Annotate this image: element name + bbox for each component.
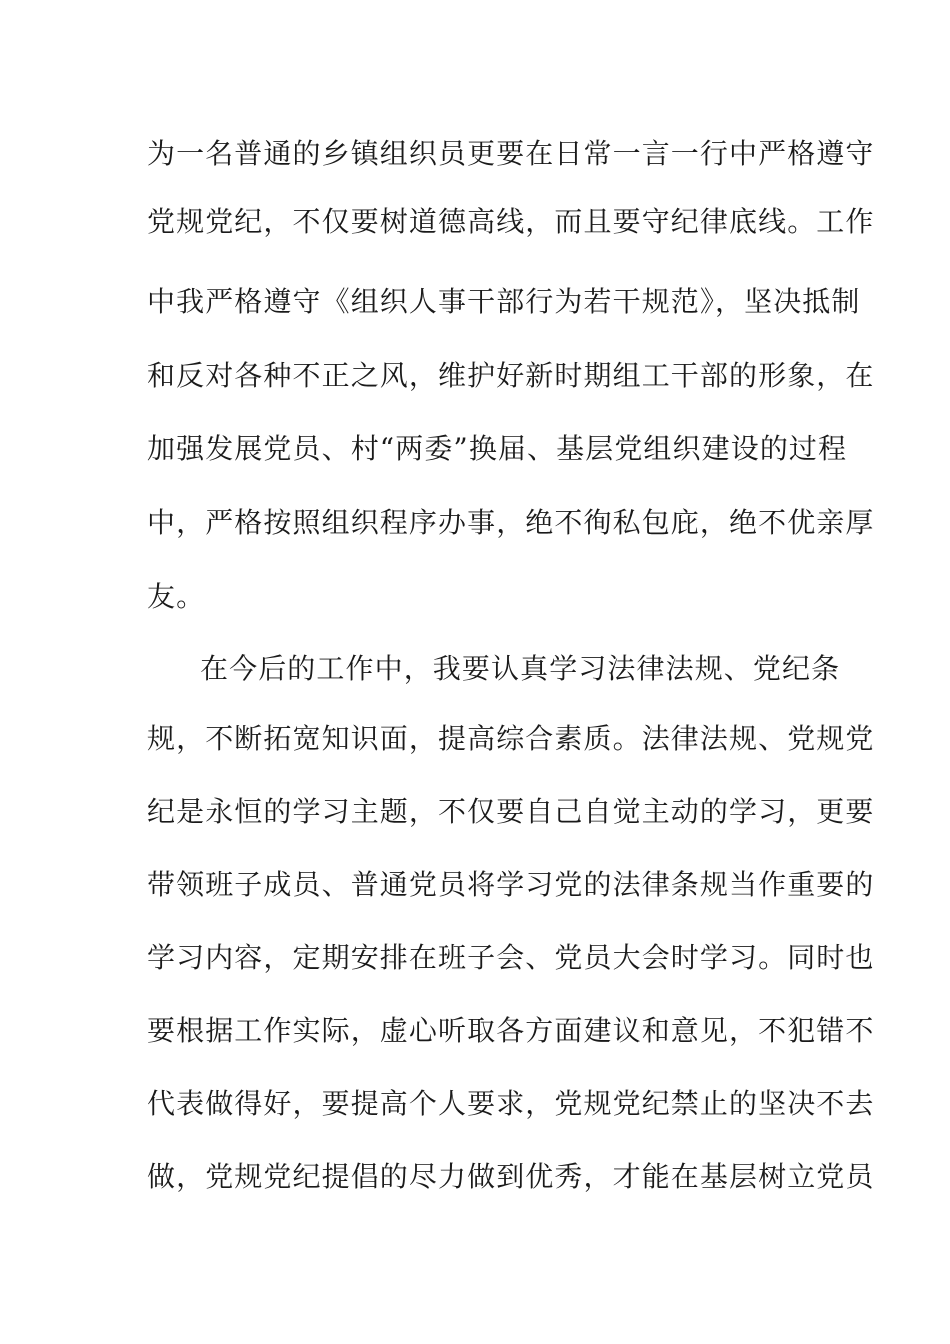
- text-line: 做，党规党纪提倡的尽力做到优秀，才能在基层树立党员: [147, 1160, 875, 1193]
- text-line: 加强发展党员、村“两委”换届、基层党组织建设的过程: [147, 432, 848, 465]
- text-line: 规，不断拓宽知识面，提高综合素质。法律法规、党规党: [147, 722, 875, 755]
- text-line: 中我严格遵守《组织人事干部行为若干规范》，坚决抵制: [147, 285, 861, 318]
- text-line: 为一名普通的乡镇组织员更要在日常一言一行中严格遵守: [147, 137, 875, 170]
- text-line: 在今后的工作中，我要认真学习法律法规、党纪条: [200, 652, 841, 685]
- text-line: 中，严格按照组织程序办事，绝不徇私包庇，绝不优亲厚: [147, 506, 875, 539]
- text-line: 党规党纪，不仅要树道德高线，而且要守纪律底线。工作: [147, 205, 875, 238]
- text-line: 带领班子成员、普通党员将学习党的法律条规当作重要的: [147, 868, 875, 901]
- text-line: 友。: [147, 580, 206, 613]
- text-line: 代表做得好，要提高个人要求，党规党纪禁止的坚决不去: [147, 1087, 875, 1120]
- text-line: 纪是永恒的学习主题，不仅要自己自觉主动的学习，更要: [147, 795, 875, 828]
- text-line: 学习内容，定期安排在班子会、党员大会时学习。同时也: [147, 941, 875, 974]
- text-line: 和反对各种不正之风，维护好新时期组工干部的形象，在: [147, 359, 875, 392]
- text-line: 要根据工作实际，虚心听取各方面建议和意见，不犯错不: [147, 1014, 875, 1047]
